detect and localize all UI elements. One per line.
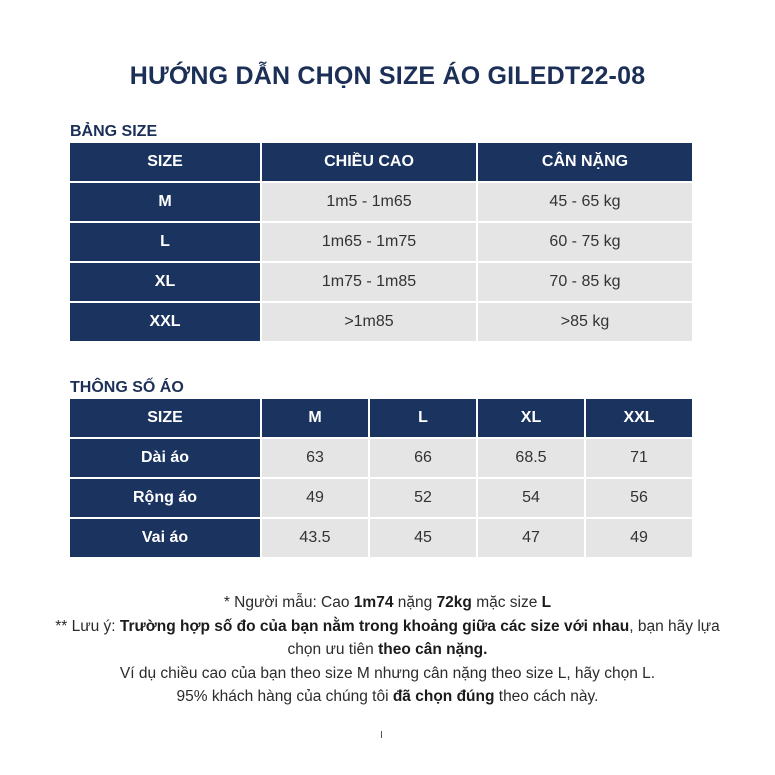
table-row [70, 479, 692, 517]
notes [10, 591, 765, 709]
row-header: Vai áo [70, 519, 260, 557]
row-header: Dài áo [70, 439, 260, 477]
table-cell: 1m5 - 1m65 [262, 183, 476, 221]
column-header: M [262, 399, 368, 437]
model-suffix: mặc size [471, 594, 542, 611]
table-cell: 52 [370, 479, 476, 517]
column-header: L [370, 399, 476, 437]
table-header-row [70, 143, 692, 181]
table-cell: 43.5 [262, 519, 368, 557]
page-title: HƯỚNG DẪN CHỌN SIZE ÁO GILEDT22-08 [129, 62, 646, 90]
spec-table [68, 397, 694, 559]
row-header: M [70, 183, 260, 221]
table-cell: 70 - 85 kg [478, 263, 692, 301]
row-header: L [70, 223, 260, 261]
caution-bold: Trường hợp số đo của bạn nằm trong khoảng giữa các size với nhau [119, 617, 630, 635]
stat-suffix: theo cách này. [494, 688, 599, 705]
stat-prefix: 95% khách hàng của chúng tôi [176, 688, 393, 705]
table-row [70, 223, 692, 261]
caution-line2-bold: theo cân nặng. [378, 641, 488, 658]
size-table-label: BẢNG SIZE [70, 123, 158, 140]
table-cell: >85 kg [478, 303, 692, 341]
model-note [10, 591, 765, 615]
table-cell: 63 [262, 439, 368, 477]
table-cell: 45 - 65 kg [478, 183, 692, 221]
table-cell: 56 [586, 479, 692, 517]
table-cell: 54 [478, 479, 584, 517]
table-header-row [70, 399, 692, 437]
table-cell: 66 [370, 439, 476, 477]
table-cell: 49 [586, 519, 692, 557]
table-cell: 47 [478, 519, 584, 557]
row-header: XL [70, 263, 260, 301]
row-header: Rộng áo [70, 479, 260, 517]
table-cell: 45 [370, 519, 476, 557]
row-header: XXL [70, 303, 260, 341]
table-row [70, 303, 692, 341]
table-row [70, 183, 692, 221]
caution-note [10, 615, 765, 639]
divider-mark [381, 731, 382, 738]
model-mid: nặng [393, 594, 437, 611]
caution-note-line2 [10, 638, 765, 662]
table-cell: >1m85 [262, 303, 476, 341]
table-row [70, 439, 692, 477]
table-cell: 49 [262, 479, 368, 517]
model-height: 1m74 [353, 594, 394, 611]
model-prefix: * Người mẫu: Cao [223, 594, 354, 611]
model-size: L [541, 594, 552, 611]
caution-prefix: ** Lưu ý: [55, 617, 120, 635]
column-header: XXL [586, 399, 692, 437]
example-note: Ví dụ chiều cao của bạn theo size M nhưng cân nặng theo size L, hãy chọn L. [119, 664, 656, 682]
table-cell: 68.5 [478, 439, 584, 477]
caution-rest: , bạn hãy lựa [629, 617, 720, 635]
stat-bold: đã chọn đúng [392, 688, 495, 705]
stat-note [10, 685, 765, 709]
table-cell: 1m65 - 1m75 [262, 223, 476, 261]
column-header: SIZE [70, 143, 260, 181]
table-row [70, 519, 692, 557]
spec-table-label: THÔNG SỐ ÁO [70, 379, 184, 396]
column-header: SIZE [70, 399, 260, 437]
column-header: CHIỀU CAO [262, 143, 476, 181]
table-cell: 1m75 - 1m85 [262, 263, 476, 301]
table-row [70, 263, 692, 301]
column-header: CÂN NẶNG [478, 143, 692, 181]
table-cell: 60 - 75 kg [478, 223, 692, 261]
column-header: XL [478, 399, 584, 437]
caution-line2-prefix: chọn ưu tiên [287, 641, 379, 658]
table-cell: 71 [586, 439, 692, 477]
model-weight: 72kg [436, 594, 472, 611]
size-table [68, 141, 694, 343]
